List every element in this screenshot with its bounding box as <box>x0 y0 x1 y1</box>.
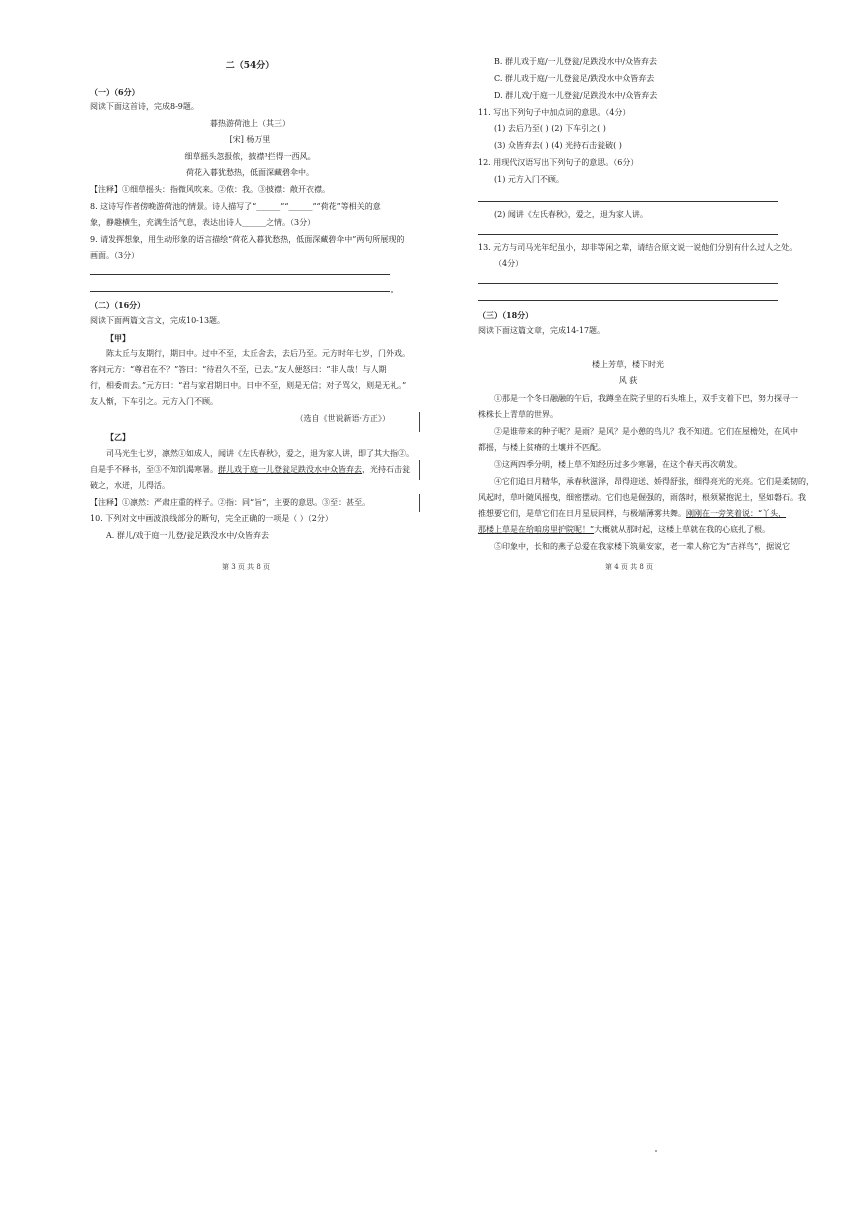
part2-instruction: 阅读下面两篇文言文，完成10-13题。 <box>90 316 226 325</box>
answer-line[interactable] <box>478 234 778 235</box>
part3-instruction: 阅读下面这篇文章，完成14-17题。 <box>478 326 606 335</box>
jia-source: （选自《世说新语·方正》） <box>295 414 390 423</box>
fold-mark <box>419 412 420 432</box>
fold-mark <box>419 494 420 512</box>
question-10-option-d: D. 群儿戏/于庭一儿登瓮/足跌没水中/众皆弃去 <box>494 91 658 100</box>
underlined-sentence: 那楼上草是在给咱房里护院呢！” <box>478 525 595 534</box>
yi-note: 【注释】①凛然：严肃庄重的样子。②指：同“旨”，主要的意思。③至：甚至。 <box>90 498 371 507</box>
yi-text: 自是手不释书，至③不知饥渴寒暑。 <box>90 465 218 474</box>
question-10-option-a: A. 群儿/戏于庭一儿登/瓮足跌没水中/众皆弃去 <box>106 531 269 540</box>
poem-line: 细草摇头忽报侬，披襟³拦得一西风。 <box>184 152 316 161</box>
question-13-line: （4分） <box>494 259 524 268</box>
answer-line[interactable] <box>90 291 390 292</box>
article-author: 风 荻 <box>618 376 638 385</box>
yi-label: 【乙】 <box>106 432 130 442</box>
yi-paragraph: 破之，水迸，儿得活。 <box>90 481 170 490</box>
jia-paragraph: 陈太丘与友期行，期日中。过中不至，太丘舍去，去后乃至。元方时年七岁，门外戏。 <box>106 349 410 358</box>
right-page-footer: 第 4 页 共 8 页 <box>605 563 654 571</box>
yi-paragraph <box>90 465 410 476</box>
article-paragraph: ③这两四季分明，楼上草不知经历过多少寒暑，在这个春天再次萌发。 <box>494 460 742 469</box>
part2-header: （二）（16分） <box>90 300 146 310</box>
scan-speck <box>391 291 393 293</box>
answer-line[interactable] <box>478 300 778 301</box>
answer-line[interactable] <box>90 274 390 275</box>
part1-instruction: 阅读下面这首诗，完成8-9题。 <box>90 102 199 111</box>
answer-line[interactable] <box>478 283 778 284</box>
jia-label: 【甲】 <box>106 333 130 343</box>
article-paragraph: ④它们追日月精华，承春秋滋泽，昂得迎送、娇得舒张，细得亮光的光亮。它们是柔韧的， <box>494 477 814 486</box>
article-paragraph <box>478 525 770 536</box>
poem-line: 荷花入暮犹愁热，低面深藏碧伞中。 <box>186 168 314 177</box>
article-paragraph: ②是谁带来的种子呢？是雨？是风？是小憩的鸟儿？我不知道。它们在屋檐处，在风中 <box>494 427 798 436</box>
article-paragraph: ⑤印象中，长和的燕子总爱在我家楼下筑巢安家，老一辈人称它为“吉祥鸟”，据说它 <box>494 542 791 551</box>
question-9-line: 画面。（3分） <box>90 251 140 260</box>
underlined-sentence: 刚刚在一旁笑着说：“丫头， <box>686 509 787 518</box>
article-text: 大概就从那时起，这楼上草就在我的心底扎了根。 <box>594 525 771 534</box>
fold-mark <box>419 460 420 480</box>
scan-speck <box>655 1150 657 1152</box>
poem-title: 暮热游荷池上（其三） <box>210 119 290 128</box>
jia-paragraph: 行，相委而去。”元方曰：“君与家君期日中。日中不至，则是无信；对子骂父，则是无礼。” <box>90 381 407 390</box>
article-title: 楼上芳草，楼下时光 <box>592 360 664 369</box>
yi-text: ，光持石击瓮 <box>362 465 410 474</box>
answer-line[interactable] <box>478 201 778 202</box>
article-paragraph <box>478 509 786 520</box>
jia-paragraph: 友人惭，下车引之。元方入门不顾。 <box>90 397 218 406</box>
question-10-option-c: C. 群儿戏于庭/一儿登瓮足/跌没水中众皆弃去 <box>494 74 655 83</box>
question-8-line: 象，静趣横生，充满生活气息，表达出诗人______之情。（3分） <box>90 218 316 227</box>
question-13-line: 13. 元方与司马光年纪虽小，却非等闲之辈，请结合原文说一说他们分别有什么过人之处。 <box>478 243 798 252</box>
question-12: 12. 用现代汉语写出下列句子的意思。（6分） <box>478 158 639 167</box>
left-page-footer: 第 3 页 共 8 页 <box>222 563 271 571</box>
wavy-underlined-sentence: 群儿戏于庭一儿登瓮足跌没水中众皆弃去 <box>218 465 362 474</box>
part1-header: （一）（6分） <box>90 87 140 97</box>
poem-author: [宋] 杨万里 <box>229 135 271 144</box>
article-paragraph: 都摇，与楼上贫瘠的土壤并不匹配。 <box>478 443 606 452</box>
article-paragraph: ①那是一个冬日融融的午后，我蹲坐在院子里的石头堆上，双手支着下巴，努力探寻一 <box>494 394 798 403</box>
article-paragraph: 株株长上青草的世界。 <box>478 410 558 419</box>
left-exam-page <box>90 0 414 590</box>
part3-header: （三）（18分） <box>478 310 534 320</box>
jia-paragraph: 客问元方：“尊君在不？”答曰：“待君久不至，已去。”友人便怒曰：“非人哉！与人期 <box>90 365 387 374</box>
question-11-row: (3) 众皆弃去( ) (4) 光持石击瓮破( ) <box>494 141 622 150</box>
article-text: 推想要它们，是草它们在日月星辰同样，与极端薄雾共舞。 <box>478 509 686 518</box>
question-12-item: (2) 闻讲《左氏春秋》，爱之，退为家人讲。 <box>494 210 648 219</box>
question-11: 11. 写出下列句子中加点词的意思。（4分） <box>478 108 631 117</box>
question-10-option-b: B. 群儿戏于庭/一儿登瓮/足跌没水中/众皆弃去 <box>494 57 658 66</box>
yi-paragraph: 司马光生七岁，凛然①如成人，闻讲《左氏春秋》，爱之，退为家人讲，即了其大指②。 <box>106 449 414 458</box>
question-9-line: 9. 请发挥想象，用生动形象的语言描绘“荷花入暮犹愁热，低面深藏碧伞中”两句所展现的 <box>90 235 405 244</box>
right-exam-page <box>478 0 814 590</box>
question-8-line: 8. 这诗写作者傍晚游荷池的情景。诗人描写了“______”“______”“荷花”等相关的意 <box>90 202 381 211</box>
poem-note: 【注释】①细草摇头：指微风吹来。②侬：我。③披襟：敞开衣襟。 <box>90 185 330 194</box>
section-header: 二（54分） <box>225 61 275 71</box>
question-11-row: (1) 去后乃至( ) (2) 下车引之( ) <box>494 124 606 133</box>
question-12-item: (1) 元方入门不顾。 <box>494 175 564 184</box>
article-paragraph: 风起时，草叶随风摇曳，细密摆动。它们也是倔强的，雨落时，根须紧抱泥土，坚如磐石。我 <box>478 493 806 502</box>
question-10: 10. 下列对文中画波浪线部分的断句，完全正确的一项是（ ）（2分） <box>90 514 333 523</box>
